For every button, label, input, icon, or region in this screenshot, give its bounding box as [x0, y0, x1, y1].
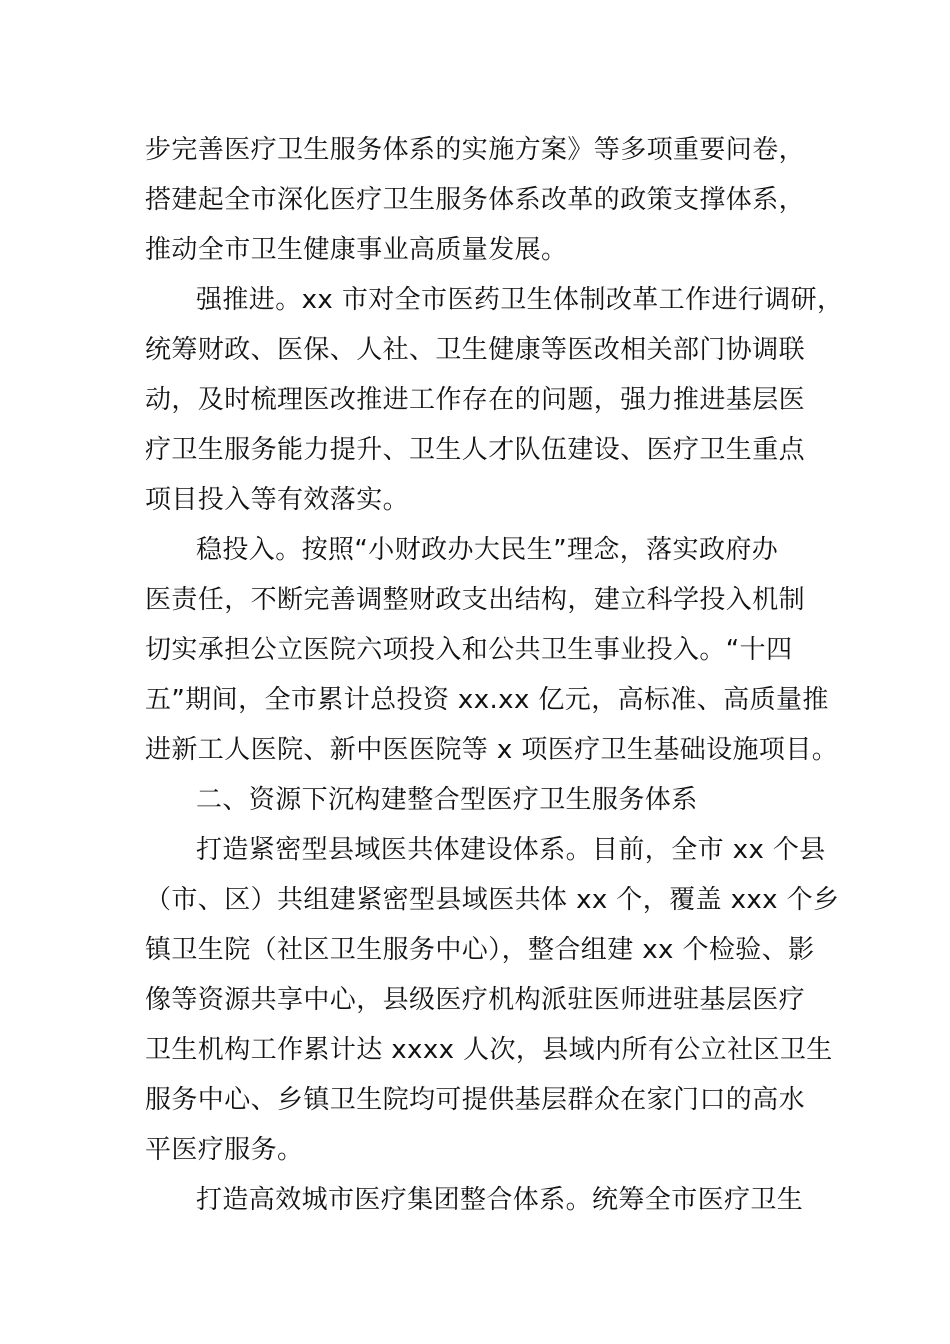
- paragraph-first-line: 打造高效城市医疗集团整合体系。统筹全市医疗卫生: [196, 1185, 804, 1215]
- paragraph-first-line: 强推进。xx 市对全市医药卫生体制改革工作进行调研，: [196, 285, 844, 315]
- text-line: 统筹财政、医保、人社、卫生健康等医改相关部门协调联: [145, 335, 806, 365]
- text-line: 五”期间，全市累计总投资 xx.xx 亿元，高标准、高质量推: [145, 685, 829, 715]
- paragraph-first-line: 打造紧密型县域医共体建设体系。目前，全市 xx 个县: [196, 835, 826, 865]
- text-line: 项目投入等有效落实。: [145, 485, 410, 515]
- text-line: 卫生机构工作累计达 xxxx 人次，县域内所有公立社区卫生: [145, 1035, 833, 1065]
- text-line: 镇卫生院（社区卫生服务中心），整合组建 xx 个检验、影: [145, 935, 815, 965]
- text-line: 服务中心、乡镇卫生院均可提供基层群众在家门口的高水: [145, 1085, 806, 1115]
- text-line: （市、区）共组建紧密型县域医共体 xx 个，覆盖 xxx 个乡: [145, 885, 840, 915]
- paragraph-first-line: 稳投入。按照“小财政办大民生”理念，落实政府办: [196, 535, 779, 565]
- text-line: 疗卫生服务能力提升、卫生人才队伍建设、医疗卫生重点: [145, 435, 806, 465]
- text-line: 推动全市卫生健康事业高质量发展。: [145, 235, 568, 265]
- text-line: 动，及时梳理医改推进工作存在的问题，强力推进基层医: [145, 385, 806, 415]
- text-line: 切实承担公立医院六项投入和公共卫生事业投入。“十四: [145, 635, 793, 665]
- text-line: 进新工人医院、新中医医院等 x 项医疗卫生基础设施项目。: [145, 735, 839, 765]
- text-line: 像等资源共享中心，县级医疗机构派驻医师进驻基层医疗: [145, 985, 806, 1015]
- section-heading: 二、资源下沉构建整合型医疗卫生服务体系: [196, 785, 698, 815]
- text-line: 搭建起全市深化医疗卫生服务体系改革的政策支撑体系，: [145, 185, 806, 215]
- text-line: 步完善医疗卫生服务体系的实施方案》等多项重要问卷，: [145, 135, 806, 165]
- text-line: 医责任，不断完善调整财政支出结构，建立科学投入机制: [145, 585, 806, 615]
- text-line: 平医疗服务。: [145, 1135, 304, 1165]
